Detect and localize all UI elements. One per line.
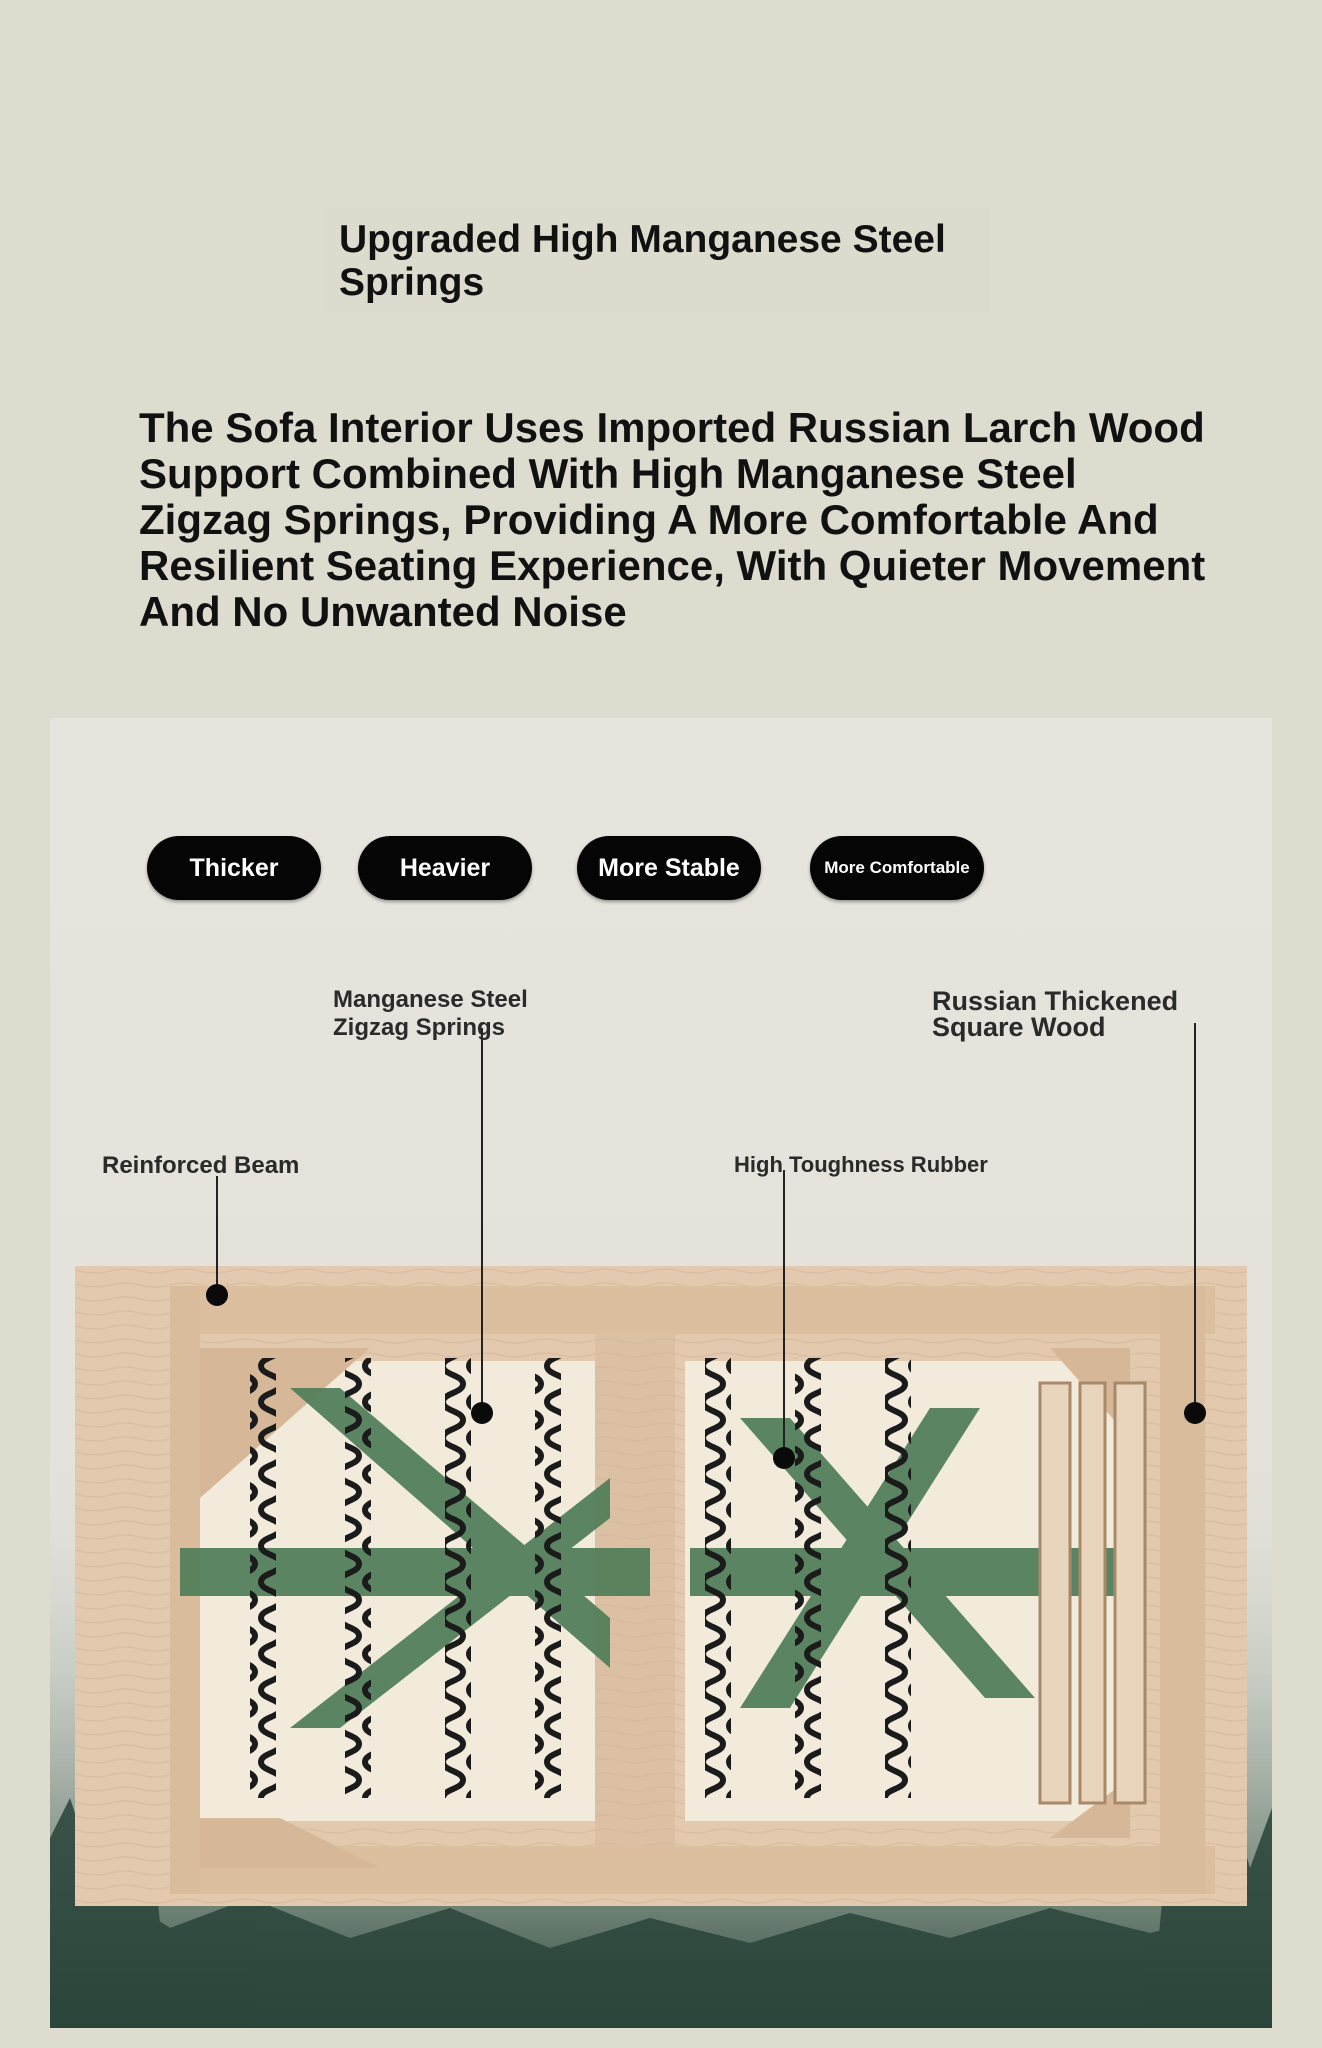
feature-label: Thicker [189,853,279,882]
rubber-callout-dot [773,1447,795,1469]
section-description: The Sofa Interior Uses Imported Russian Larch Wood Support Combined With High Manganese Steel Zigzag Springs, Providing A More Comfortable And Resilient Seating Experience, With Quieter Movement And No Unwanted Noise [139,404,1206,635]
feature-pill-more-comfortable [810,836,984,900]
springs-callout-label: Manganese Steel Zigzag Springs [333,986,528,1041]
feature-pill-heavier [358,836,532,900]
feature-label: More Stable [598,853,740,882]
feature-pill-thicker [147,836,321,900]
square-wood-callout-label: Russian Thickened Square Wood [932,986,1179,1042]
square-wood-bars [1040,1383,1145,1803]
beam-callout-label: Reinforced Beam [102,1152,300,1179]
sofa-frame-diagram [50,718,1272,2028]
rubber-callout-label: High Toughness Rubber [734,1152,988,1177]
square-wood-callout-dot [1184,1402,1206,1424]
section-title: Upgraded High Manganese Steel Springs [325,208,990,316]
feature-pill-more-stable [577,836,761,900]
sofa-frame-panel [50,718,1272,2028]
springs-callout-dot [471,1402,493,1424]
feature-label: More Comfortable [824,858,970,877]
feature-label: Heavier [399,853,491,882]
beam-callout-dot [206,1284,228,1306]
